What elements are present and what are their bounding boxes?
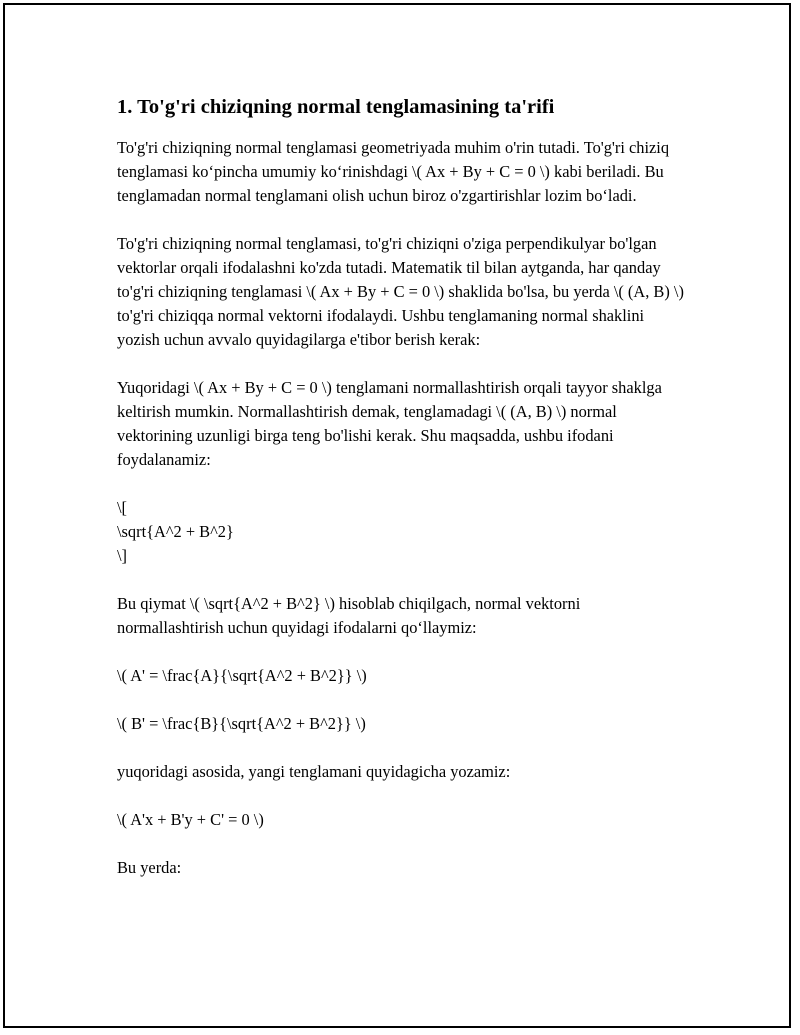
section-heading: 1. To'g'ri chiziqning normal tenglamasining ta'rifi <box>117 96 555 118</box>
math-block-close: \] <box>117 546 128 565</box>
paragraph-sqrt-value: Bu qiymat \( \sqrt{A^2 + B^2} \) hisoblab chiqilgach, normal vektorni normallashtirish uchun quyidagi ifodalarni qo‘llaymiz: <box>117 594 581 637</box>
paragraph-intro: To'g'ri chiziqning normal tenglamasi geometriyada muhim o'rin tutadi. To'g'ri chiziq tenglamasi ko‘pincha umumiy ko‘rinishdagi \( Ax + By + C = 0 \) kabi beriladi. Bu tenglamadan normal tenglamani olish uchun biroz o'zgartirishlar lozim bo‘ladi. <box>117 138 670 205</box>
math-block-open: \[ <box>117 498 128 517</box>
paragraph-normal-definition: To'g'ri chiziqning normal tenglamasi, to'g'ri chiziqni o'ziga perpendikulyar bo'lgan vektorlar orqali ifodalashni ko'zda tutadi. Matematik til bilan aytganda, har qanday to'g'ri chiziqning tenglamasi \( Ax + By + C = 0 \) shaklida bo'lsa, bu yerda \( (A, B) \) to'g'ri chiziqqa normal vektorni ifodalaydi. Ushbu tenglamaning normal shaklini yozish uchun avvalo quyidagilarga e'tibor berish kerak: <box>117 234 684 349</box>
formula-normal-equation: \( A'x + B'y + C' = 0 \) <box>117 810 264 829</box>
paragraph-here: Bu yerda: <box>117 858 182 877</box>
paragraph-normalization: Yuqoridagi \( Ax + By + C = 0 \) tenglamani normallashtirish orqali tayyor shaklga keltirish mumkin. Normallashtirish demak, tenglamadagi \( (A, B) \) normal vektorining uzunligi birga teng bo'lishi kerak. Shu maqsadda, ushbu ifodani foydalanamiz: <box>117 378 662 469</box>
document-content <box>117 92 687 904</box>
formula-a-prime: \( A' = \frac{A}{\sqrt{A^2 + B^2}} \) <box>117 666 367 685</box>
formula-b-prime: \( B' = \frac{B}{\sqrt{A^2 + B^2}} \) <box>117 714 366 733</box>
math-block-sqrt <box>117 496 687 568</box>
paragraph-new-equation: yuqoridagi asosida, yangi tenglamani quyidagicha yozamiz: <box>117 762 511 781</box>
math-block-expression: \sqrt{A^2 + B^2} <box>117 522 234 541</box>
